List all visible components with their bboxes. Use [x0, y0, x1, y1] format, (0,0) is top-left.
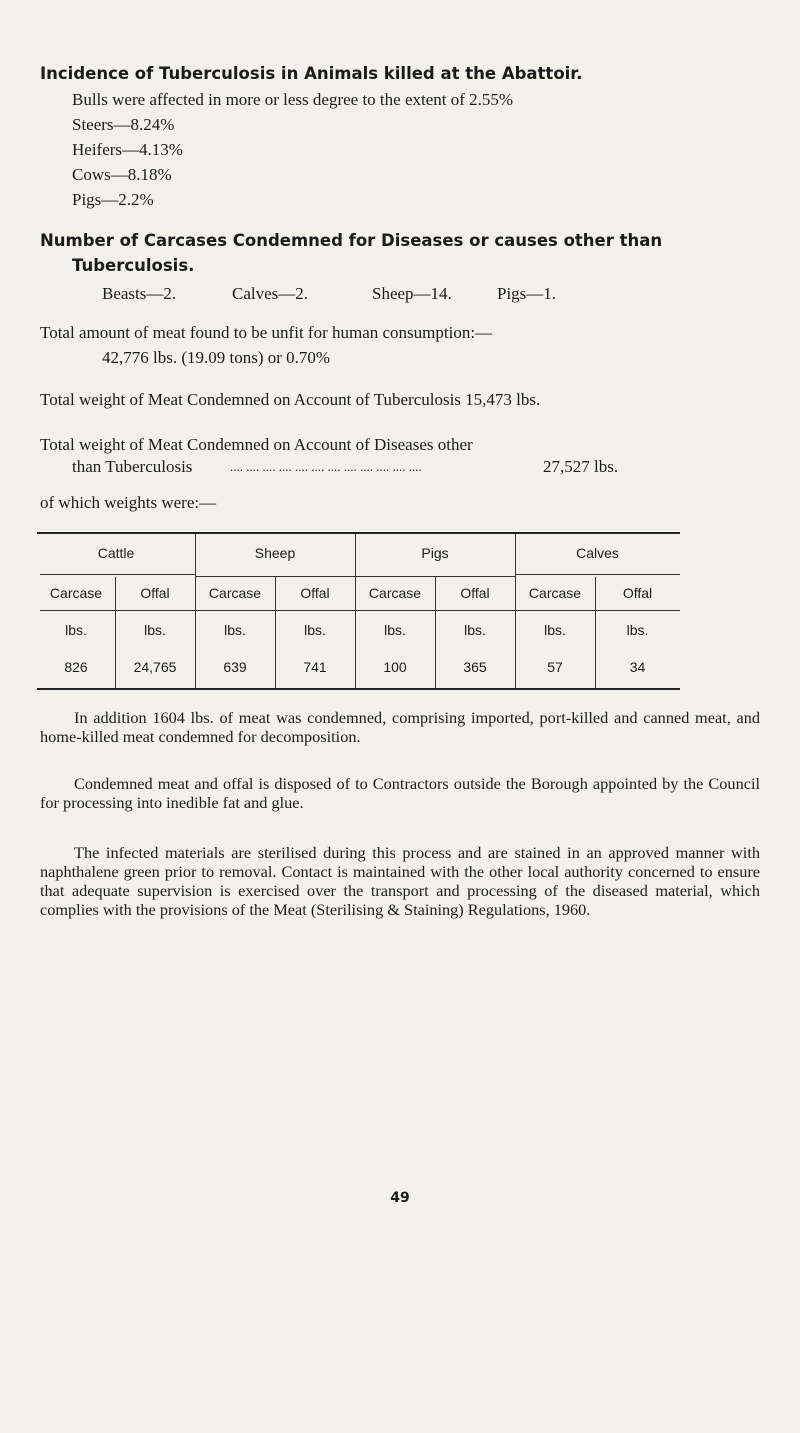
table-value-sheep-carcase: 639: [223, 659, 247, 675]
table-group-pigs: Pigs: [421, 545, 449, 561]
table-value-cattle-offal: 24,765: [133, 659, 177, 675]
other-weight-leader-dots: .... .... .... .... .... .... .... .... .... .... .... ....: [230, 459, 422, 474]
incidence-heading: Incidence of Tuberculosis in Animals killed at the Abattoir.: [40, 64, 583, 83]
table-unit: lbs.: [544, 622, 566, 638]
table-subheader: Offal: [460, 585, 490, 601]
paragraph-sterilisation: The infected materials are sterilised during this process and are stained in an approved manner with naphthalene green prior to removal. Contact is maintained with the other local authority concerned to ensure that adequate supervision is exercised over the transport and processing of the diseased material, which complies with the provisions of the Meat (Sterilising & Staining) Regulations, 1960.: [40, 843, 760, 919]
unfit-total-line1: Total amount of meat found to be unfit for human consumption:—: [40, 323, 493, 342]
other-weight-line1: Total weight of Meat Condemned on Account of Diseases other: [40, 435, 473, 454]
table-unit: lbs.: [384, 622, 406, 638]
paragraph-disposal: Condemned meat and offal is disposed of to Contractors outside the Borough appointed by the Council for processing into inedible fat and glue.: [40, 774, 760, 812]
page-number: 49: [390, 1190, 410, 1206]
table-subheader: Offal: [300, 585, 330, 601]
table-group-calves: Calves: [576, 545, 619, 561]
sheep-count: Sheep—14.: [372, 284, 452, 303]
heifers-line: Heifers—4.13%: [72, 140, 183, 159]
condemned-heading-line2: Tuberculosis.: [72, 256, 195, 275]
table-top-rule: [37, 532, 680, 534]
condemned-heading-line1: Number of Carcases Condemned for Diseases or causes other than: [40, 231, 663, 250]
table-unit: lbs.: [626, 622, 649, 638]
table-unit: lbs.: [144, 622, 166, 638]
table-group-rule: [195, 576, 355, 577]
table-value-pigs-offal: 365: [463, 659, 487, 675]
table-value-sheep-offal: 741: [303, 659, 327, 675]
table-unit: lbs.: [304, 622, 326, 638]
table-group-rule: [515, 574, 680, 575]
pigs-count: Pigs—1.: [497, 284, 557, 303]
other-weight-label: than Tuberculosis: [72, 457, 193, 476]
pigs-line: Pigs—2.2%: [72, 190, 154, 209]
table-subheader: Carcase: [368, 585, 422, 601]
table-bottom-rule: [37, 688, 680, 690]
unfit-total-line2: 42,776 lbs. (19.09 tons) or 0.70%: [102, 348, 331, 367]
bulls-line: Bulls were affected in more or less degree to the extent of 2.55%: [72, 90, 514, 109]
tb-weight-line: Total weight of Meat Condemned on Account of Tuberculosis 15,473 lbs.: [40, 390, 541, 409]
calves-count: Calves—2.: [232, 284, 309, 303]
table-subheader: Carcase: [528, 585, 582, 601]
table-value-pigs-carcase: 100: [383, 659, 407, 675]
other-weight-value: 27,527 lbs.: [543, 457, 619, 476]
table-subheader: Offal: [622, 585, 653, 601]
table-value-calves-carcase: 57: [547, 659, 563, 675]
cows-line: Cows—8.18%: [72, 165, 172, 184]
table-subheader: Carcase: [208, 585, 262, 601]
paragraph-additional-meat: In addition 1604 lbs. of meat was condemned, comprising imported, port-killed and canned meat, and home-killed meat condemned for decomposition.: [40, 708, 760, 746]
table-subheader-rule: [40, 610, 680, 611]
table-value-cattle-carcase: 826: [64, 659, 88, 675]
table-value-calves-offal: 34: [629, 659, 646, 675]
steers-line: Steers—8.24%: [72, 115, 175, 134]
table-group-cattle: Cattle: [97, 545, 135, 561]
table-group-rule: [355, 576, 515, 577]
beasts-count: Beasts—2.: [102, 284, 177, 303]
weights-intro: of which weights were:—: [40, 493, 217, 512]
table-group-rule: [40, 574, 195, 575]
table-group-sheep: Sheep: [254, 545, 296, 561]
table-unit: lbs.: [65, 622, 87, 638]
table-subheader: Offal: [140, 585, 170, 601]
table-unit: lbs.: [464, 622, 486, 638]
table-unit: lbs.: [224, 622, 246, 638]
table-subheader: Carcase: [49, 585, 103, 601]
